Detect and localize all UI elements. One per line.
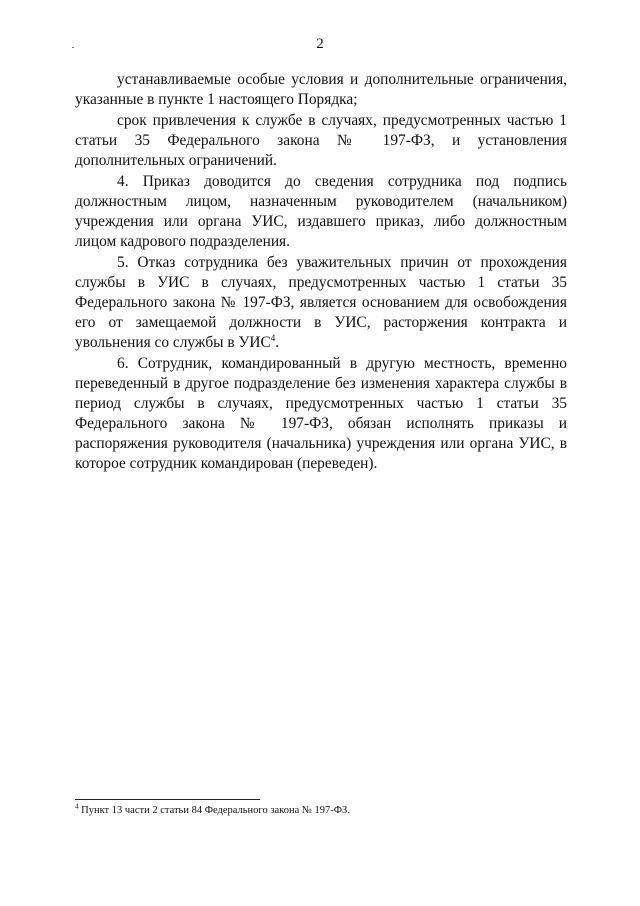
paragraph-text: 5. Отказ сотрудника без уважительных причин от прохождения службы в УИС в случаях, предусмотренных частью 1 статьи 35 Федерального закона № 197-ФЗ, является основанием для освобождения его от замещаемой должности в УИС, расторжения контракта и увольнения со службы в УИС [75, 254, 567, 351]
footnote [75, 804, 350, 817]
paragraph-item-6 [75, 354, 567, 474]
scan-artifact [72, 47, 74, 48]
footnote-marker: 4 [75, 802, 79, 811]
paragraph-end-punctuation: . [275, 334, 280, 351]
footnote-text: Пункт 13 части 2 статьи 84 Федерального закона № 197-ФЗ. [81, 805, 350, 816]
paragraph-service-term [75, 111, 567, 171]
paragraph-special-conditions [75, 70, 567, 110]
paragraph-text: устанавливаемые особые условия и дополнительные ограничения, указанные в пункте 1 настоящего Порядка; [75, 71, 567, 108]
paragraph-item-5 [75, 253, 567, 353]
page-number: 2 [316, 36, 324, 52]
paragraph-text: 4. Приказ доводится до сведения сотрудника под подпись должностным лицом, назначенным руководителем (начальником) учреждения или органа УИС, издавшего приказ, либо должностным лицом кадрового подразделения. [75, 173, 567, 250]
footnote-reference[interactable]: 4 [270, 332, 276, 343]
paragraph-text: срок привлечения к службе в случаях, предусмотренных частью 1 статьи 35 Федерального закона № 197-ФЗ, и установления дополнительных ограничений. [75, 112, 567, 169]
paragraph-text: 6. Сотрудник, командированный в другую местность, временно переведенный в другое подразделение без изменения характера службы в период службы в случаях, предусмотренных частью 1 статьи 35 Федерального закона № 197-ФЗ, обязан исполнять приказы и распоряжения руководителя (начальника) учреждения или органа УИС, в которое сотрудник командирован (переведен). [75, 355, 567, 472]
document-body [75, 70, 567, 475]
footnote-separator [75, 799, 260, 800]
paragraph-item-4 [75, 172, 567, 252]
